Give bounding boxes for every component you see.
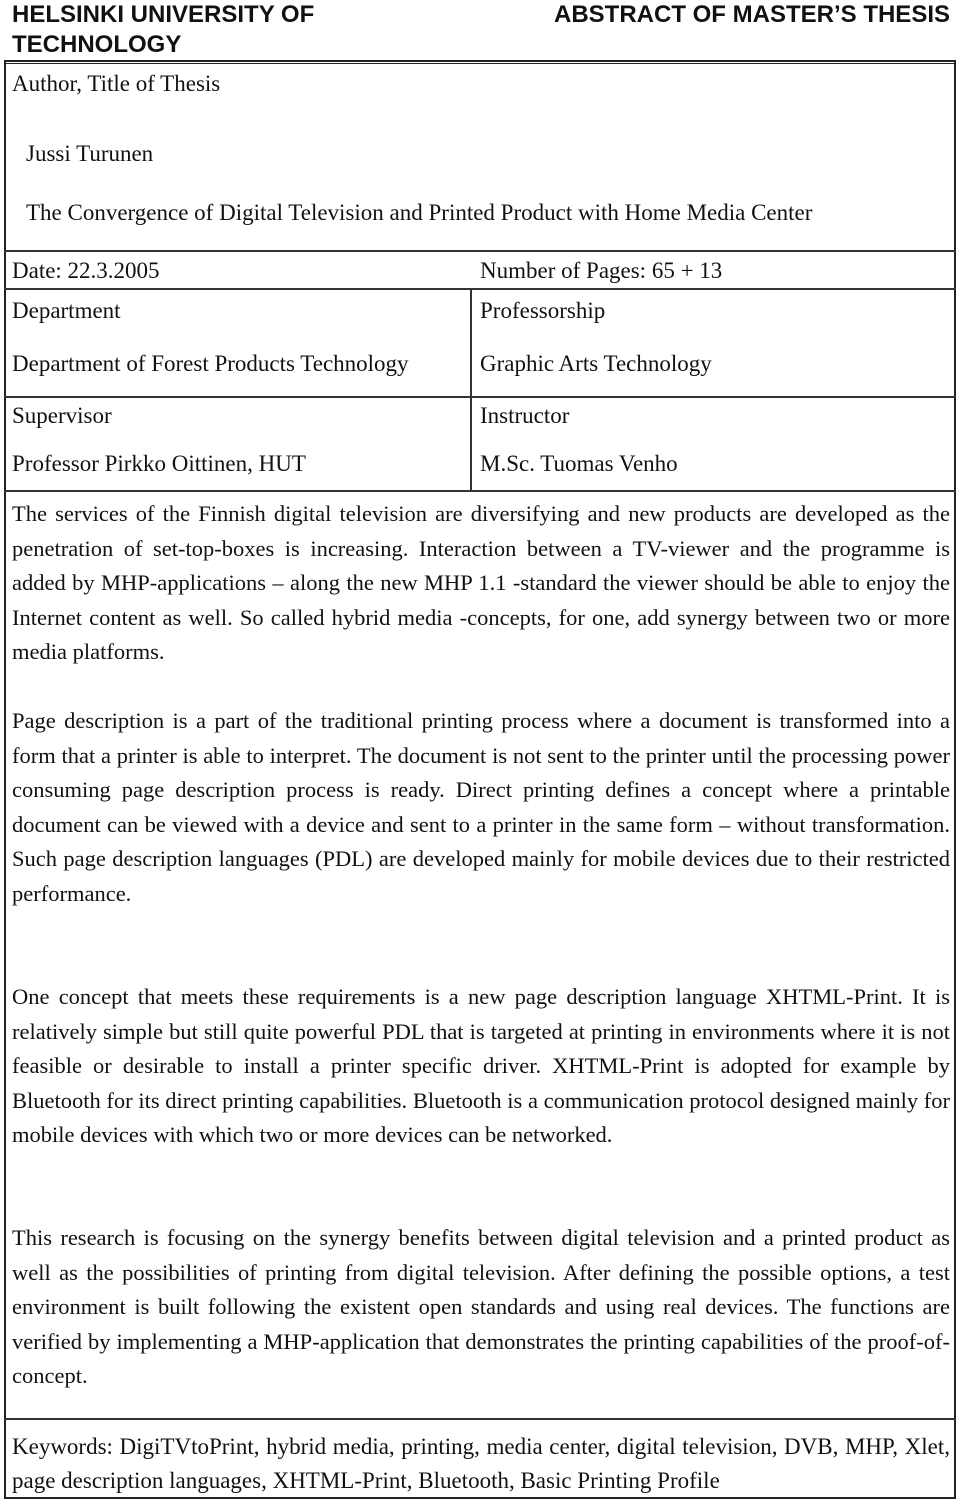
- university-name-line1: HELSINKI UNIVERSITY OF: [12, 1, 315, 28]
- department-value: Department of Forest Products Technology: [12, 351, 409, 376]
- supervisor-label: Supervisor: [12, 403, 112, 428]
- document-type: ABSTRACT OF MASTER’S THESIS: [553, 1, 950, 28]
- abstract-paragraph-1: The services of the Finnish digital television are diversifying and new products are developed as the penetration of set-top-boxes is increasing. Interaction between a TV-viewer and the programme is added by MHP-applications – along the new MHP 1.1 -standard the viewer should be able to enjoy the Internet content as well. So called hybrid media -concepts, for one, add synergy between two or more media platforms.: [12, 501, 950, 665]
- department-label: Department: [12, 298, 121, 323]
- divider-before-keywords: [4, 1418, 956, 1420]
- instructor-value: M.Sc. Tuomas Venho: [480, 451, 678, 476]
- pages-label: Number of Pages: 65 + 13: [480, 258, 723, 283]
- divider-after-title: [4, 250, 956, 252]
- abstract-paragraph-4: This research is focusing on the synergy benefits between digital television and a printed product as well as the possibilities of printing from digital television. After defining the possible options, a test environment is built following the existent open standards and using real devices. The functions are verified by implementing a MHP-application that demonstrates the printing capabilities of the proof-of-concept.: [12, 1225, 950, 1389]
- university-name-line2: TECHNOLOGY: [12, 31, 182, 58]
- thesis-title: The Convergence of Digital Television and Printed Product with Home Media Center: [26, 200, 813, 225]
- author-title-label: Author, Title of Thesis: [12, 71, 221, 96]
- professorship-value: Graphic Arts Technology: [480, 351, 712, 376]
- instructor-label: Instructor: [480, 403, 570, 428]
- keywords: Keywords: DigiTVtoPrint, hybrid media, printing, media center, digital television, DVB, MHP, Xlet, page description languages, XHTML-Print, Bluetooth, Basic Printing Profile: [12, 1434, 950, 1493]
- meta-column-divider: [470, 288, 472, 491]
- professorship-label: Professorship: [480, 298, 606, 323]
- author-name: Jussi Turunen: [26, 141, 154, 166]
- divider-after-department: [4, 396, 956, 398]
- abstract-paragraph-2: Page description is a part of the traditional printing process where a document is transformed into a form that a printer is able to interpret. The document is not sent to the printer until the processing power consuming page description process is ready. Direct printing defines a concept where a printable document can be viewed with a device and sent to a printer in the same form – without transformation. Such page description languages (PDL) are developed mainly for mobile devices due to their restricted performance.: [12, 708, 950, 906]
- divider-before-abstract: [4, 490, 956, 492]
- date-label: Date: 22.3.2005: [12, 258, 160, 283]
- university-name: [12, 0, 314, 60]
- supervisor-value: Professor Pirkko Oittinen, HUT: [12, 451, 306, 476]
- divider-after-date: [4, 288, 956, 290]
- abstract-paragraph-3: One concept that meets these requirements is a new page description language XHTML-Print. It is relatively simple but still quite powerful PDL that is targeted at printing in environments where it is not feasible or desirable to install a printer specific driver. XHTML-Print is adopted for example by Bluetooth for its direct printing capabilities. Bluetooth is a communication protocol designed mainly for mobile devices with which two or more devices can be networked.: [12, 984, 950, 1148]
- frame-double-rule: [4, 63, 956, 64]
